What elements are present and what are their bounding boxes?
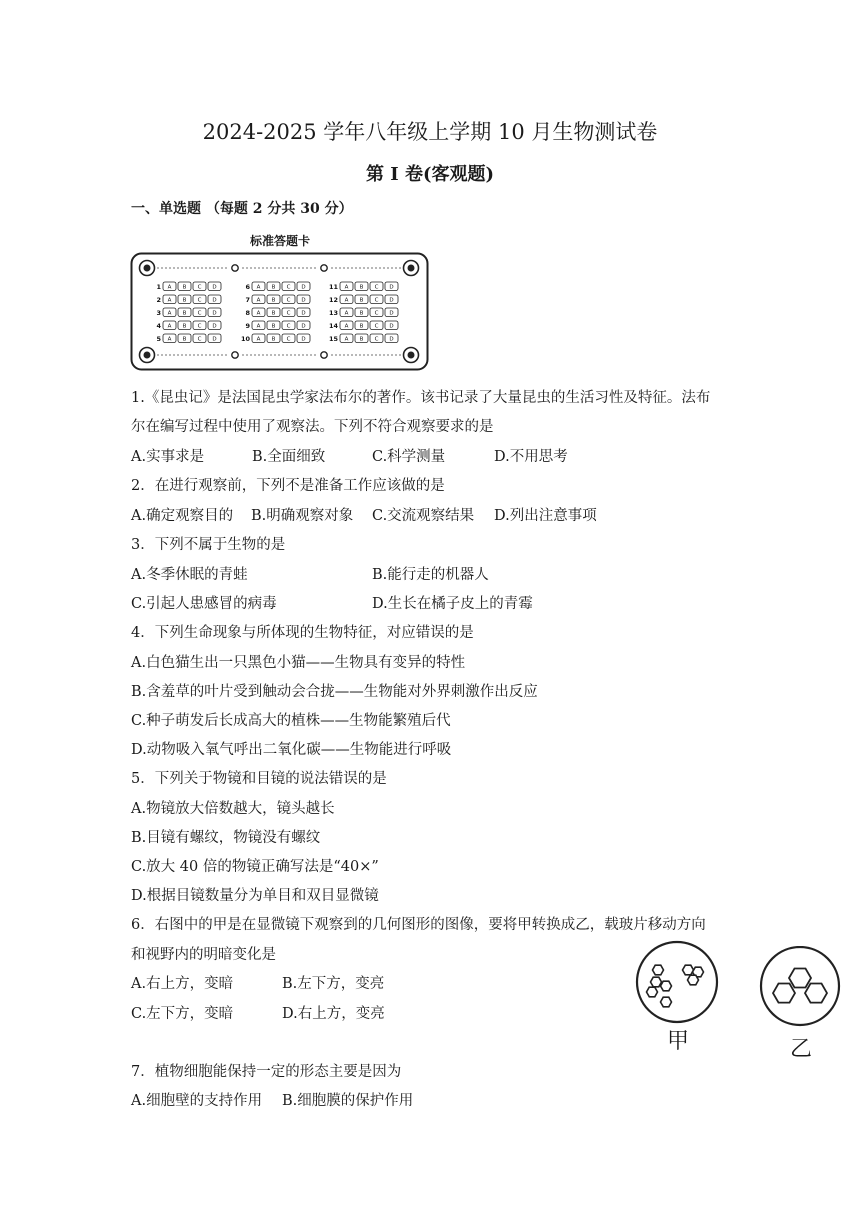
card-option-letter: A: [256, 297, 261, 304]
q5-stem: 5．下列关于物镜和目镜的说法错误的是: [131, 771, 387, 787]
card-option-letter: C: [286, 284, 291, 291]
card-option-letter: B: [271, 297, 276, 304]
card-option-letter: D: [212, 310, 217, 317]
card-option-letter: D: [301, 310, 306, 317]
card-option-letter: A: [344, 284, 349, 291]
registration-mark-dot: [408, 265, 415, 272]
card-dot: [232, 352, 238, 358]
card-question-number: 8: [245, 309, 250, 317]
q2-option-a: A.确定观察目的: [131, 508, 234, 524]
hexagon-shape: [647, 987, 658, 997]
card-option-letter: A: [344, 336, 349, 343]
card-dot: [321, 352, 327, 358]
hexagon-shape: [661, 997, 672, 1007]
q1-option-c: C.科学测量: [372, 449, 446, 465]
q6-stem-line2: 和视野内的明暗变化是: [131, 947, 276, 963]
card-option-letter: A: [167, 323, 172, 330]
card-option-letter: A: [167, 297, 172, 304]
card-option-letter: A: [344, 297, 349, 304]
card-option-letter: D: [389, 323, 394, 330]
card-option-letter: D: [212, 323, 217, 330]
card-question-number: 7: [245, 296, 250, 304]
card-question-number: 5: [156, 335, 161, 343]
section-heading: 一、单选题 （每题 2 分共 30 分）: [131, 201, 353, 217]
q6-option-d: D.右上方，变亮: [282, 1006, 385, 1022]
card-option-letter: B: [359, 310, 364, 317]
q1-stem-line2: 尔在编写过程中使用了观察法。下列不符合观察要求的是: [131, 419, 494, 435]
card-option-letter: B: [359, 284, 364, 291]
card-question-number: 10: [240, 335, 250, 343]
q5-option-c: C.放大 40 倍的物镜正确写法是“40×”: [131, 859, 379, 875]
q2-option-b: B.明确观察对象: [251, 508, 354, 524]
card-question-number: 6: [245, 283, 250, 291]
exam-subtitle: 第 I 卷(客观题): [366, 164, 494, 185]
hexagon-shape: [683, 965, 694, 975]
card-option-letter: D: [389, 310, 394, 317]
card-option-letter: D: [301, 336, 306, 343]
card-dot: [321, 265, 327, 271]
answer-card-title: 标准答题卡: [249, 234, 310, 248]
card-option-letter: D: [212, 336, 217, 343]
card-question-number: 14: [328, 322, 338, 330]
q1-option-d: D.不用思考: [494, 449, 568, 465]
card-option-letter: C: [197, 336, 202, 343]
card-option-letter: A: [256, 310, 261, 317]
card-option-letter: C: [374, 297, 379, 304]
q6-option-b: B.左下方，变亮: [282, 976, 385, 992]
q1-stem-line1: 1.《昆虫记》是法国昆虫学家法布尔的著作。该书记录了大量昆虫的生活习性及特征。法布: [131, 390, 711, 406]
card-option-letter: B: [182, 336, 187, 343]
card-option-letter: B: [182, 297, 187, 304]
q4-option-d: D.动物吸入氧气呼出二氧化碳——生物能进行呼吸: [131, 742, 452, 758]
card-option-letter: A: [256, 284, 261, 291]
q3-stem: 3．下列不属于生物的是: [131, 537, 286, 553]
card-option-letter: C: [197, 297, 202, 304]
card-option-letter: D: [301, 284, 306, 291]
q2-stem: 2．在进行观察前，下列不是准备工作应该做的是: [131, 478, 445, 494]
answer-card: [130, 252, 430, 372]
card-option-letter: D: [301, 323, 306, 330]
card-question-number: 15: [328, 335, 338, 343]
card-option-letter: D: [212, 284, 217, 291]
card-option-letter: A: [344, 310, 349, 317]
card-question-number: 11: [328, 283, 338, 291]
card-option-letter: C: [197, 323, 202, 330]
card-option-letter: B: [271, 323, 276, 330]
card-option-letter: C: [374, 284, 379, 291]
card-question-number: 12: [328, 296, 338, 304]
card-option-letter: C: [374, 323, 379, 330]
card-option-letter: A: [167, 336, 172, 343]
q7-stem: 7．植物细胞能保持一定的形态主要是因为: [131, 1064, 402, 1080]
q4-option-a: A.白色猫生出一只黑色小猫——生物具有变异的特性: [131, 655, 466, 671]
q1-option-b: B.全面细致: [252, 449, 326, 465]
card-option-letter: C: [286, 336, 291, 343]
q4-stem: 4．下列生命现象与所体现的生物特征，对应错误的是: [131, 625, 474, 641]
figure-label-jia: 甲: [667, 1029, 690, 1054]
card-option-letter: A: [344, 323, 349, 330]
q3-option-d: D.生长在橘子皮上的青霉: [372, 596, 533, 612]
card-option-letter: C: [374, 310, 379, 317]
card-question-number: 4: [156, 322, 161, 330]
card-option-letter: C: [286, 323, 291, 330]
registration-mark-dot: [144, 352, 151, 359]
card-option-letter: C: [374, 336, 379, 343]
card-option-letter: C: [286, 310, 291, 317]
q5-option-d: D.根据目镜数量分为单目和双目显微镜: [131, 888, 379, 904]
q7-option-b: B.细胞膜的保护作用: [282, 1093, 414, 1109]
microscope-view-jia: [632, 940, 722, 1026]
hexagon-shape: [773, 984, 795, 1003]
q3-option-a: A.冬季休眠的青蛙: [131, 567, 248, 583]
card-option-letter: A: [167, 284, 172, 291]
card-question-number: 1: [156, 283, 161, 291]
card-option-letter: D: [389, 336, 394, 343]
card-option-letter: A: [256, 336, 261, 343]
q6-stem-line1: 6．右图中的甲是在显微镜下观察到的几何图形的图像，要将甲转换成乙，载玻片移动方向: [131, 917, 706, 933]
figure-label-yi: 乙: [790, 1037, 813, 1062]
card-option-letter: D: [212, 297, 217, 304]
q1-option-a: A.实事求是: [131, 449, 205, 465]
q5-option-a: A.物镜放大倍数越大，镜头越长: [131, 801, 335, 817]
card-option-letter: B: [359, 323, 364, 330]
q2-option-c: C.交流观察结果: [372, 508, 475, 524]
registration-mark-dot: [408, 352, 415, 359]
card-question-number: 2: [156, 296, 161, 304]
q4-option-b: B.含羞草的叶片受到触动会合拢——生物能对外界刺激作出反应: [131, 684, 538, 700]
card-option-letter: B: [271, 336, 276, 343]
hexagon-shape: [688, 975, 699, 985]
exam-title: 2024-2025 学年八年级上学期 10 月生物测试卷: [202, 120, 658, 144]
q6-option-a: A.右上方，变暗: [131, 976, 234, 992]
q7-option-a: A.细胞壁的支持作用: [131, 1093, 263, 1109]
card-option-letter: B: [271, 284, 276, 291]
card-dot: [232, 265, 238, 271]
card-question-number: 13: [328, 309, 338, 317]
q2-option-d: D.列出注意事项: [494, 508, 597, 524]
card-option-letter: B: [271, 310, 276, 317]
card-option-letter: B: [359, 297, 364, 304]
hexagon-shape: [805, 984, 827, 1003]
card-question-number: 9: [245, 322, 250, 330]
q3-option-b: B.能行走的机器人: [372, 567, 489, 583]
card-option-letter: A: [167, 310, 172, 317]
card-option-letter: B: [182, 284, 187, 291]
card-option-letter: D: [389, 297, 394, 304]
card-option-letter: C: [197, 310, 202, 317]
registration-mark-dot: [144, 265, 151, 272]
card-option-letter: B: [182, 323, 187, 330]
hexagon-shape: [651, 977, 662, 987]
hexagon-shape: [653, 965, 664, 975]
card-option-letter: C: [197, 284, 202, 291]
hexagon-shape: [789, 969, 811, 988]
q5-option-b: B.目镜有螺纹，物镜没有螺纹: [131, 830, 321, 846]
q6-option-c: C.左下方，变暗: [131, 1006, 234, 1022]
card-option-letter: B: [359, 336, 364, 343]
hexagon-shape: [661, 981, 672, 991]
card-option-letter: B: [182, 310, 187, 317]
card-option-letter: D: [389, 284, 394, 291]
card-option-letter: C: [286, 297, 291, 304]
card-option-letter: D: [301, 297, 306, 304]
card-option-letter: A: [256, 323, 261, 330]
q4-option-c: C.种子萌发后长成高大的植株——生物能繁殖后代: [131, 713, 451, 729]
microscope-view-yi: [758, 946, 842, 1030]
card-question-number: 3: [156, 309, 161, 317]
q3-option-c: C.引起人患感冒的病毒: [131, 596, 277, 612]
